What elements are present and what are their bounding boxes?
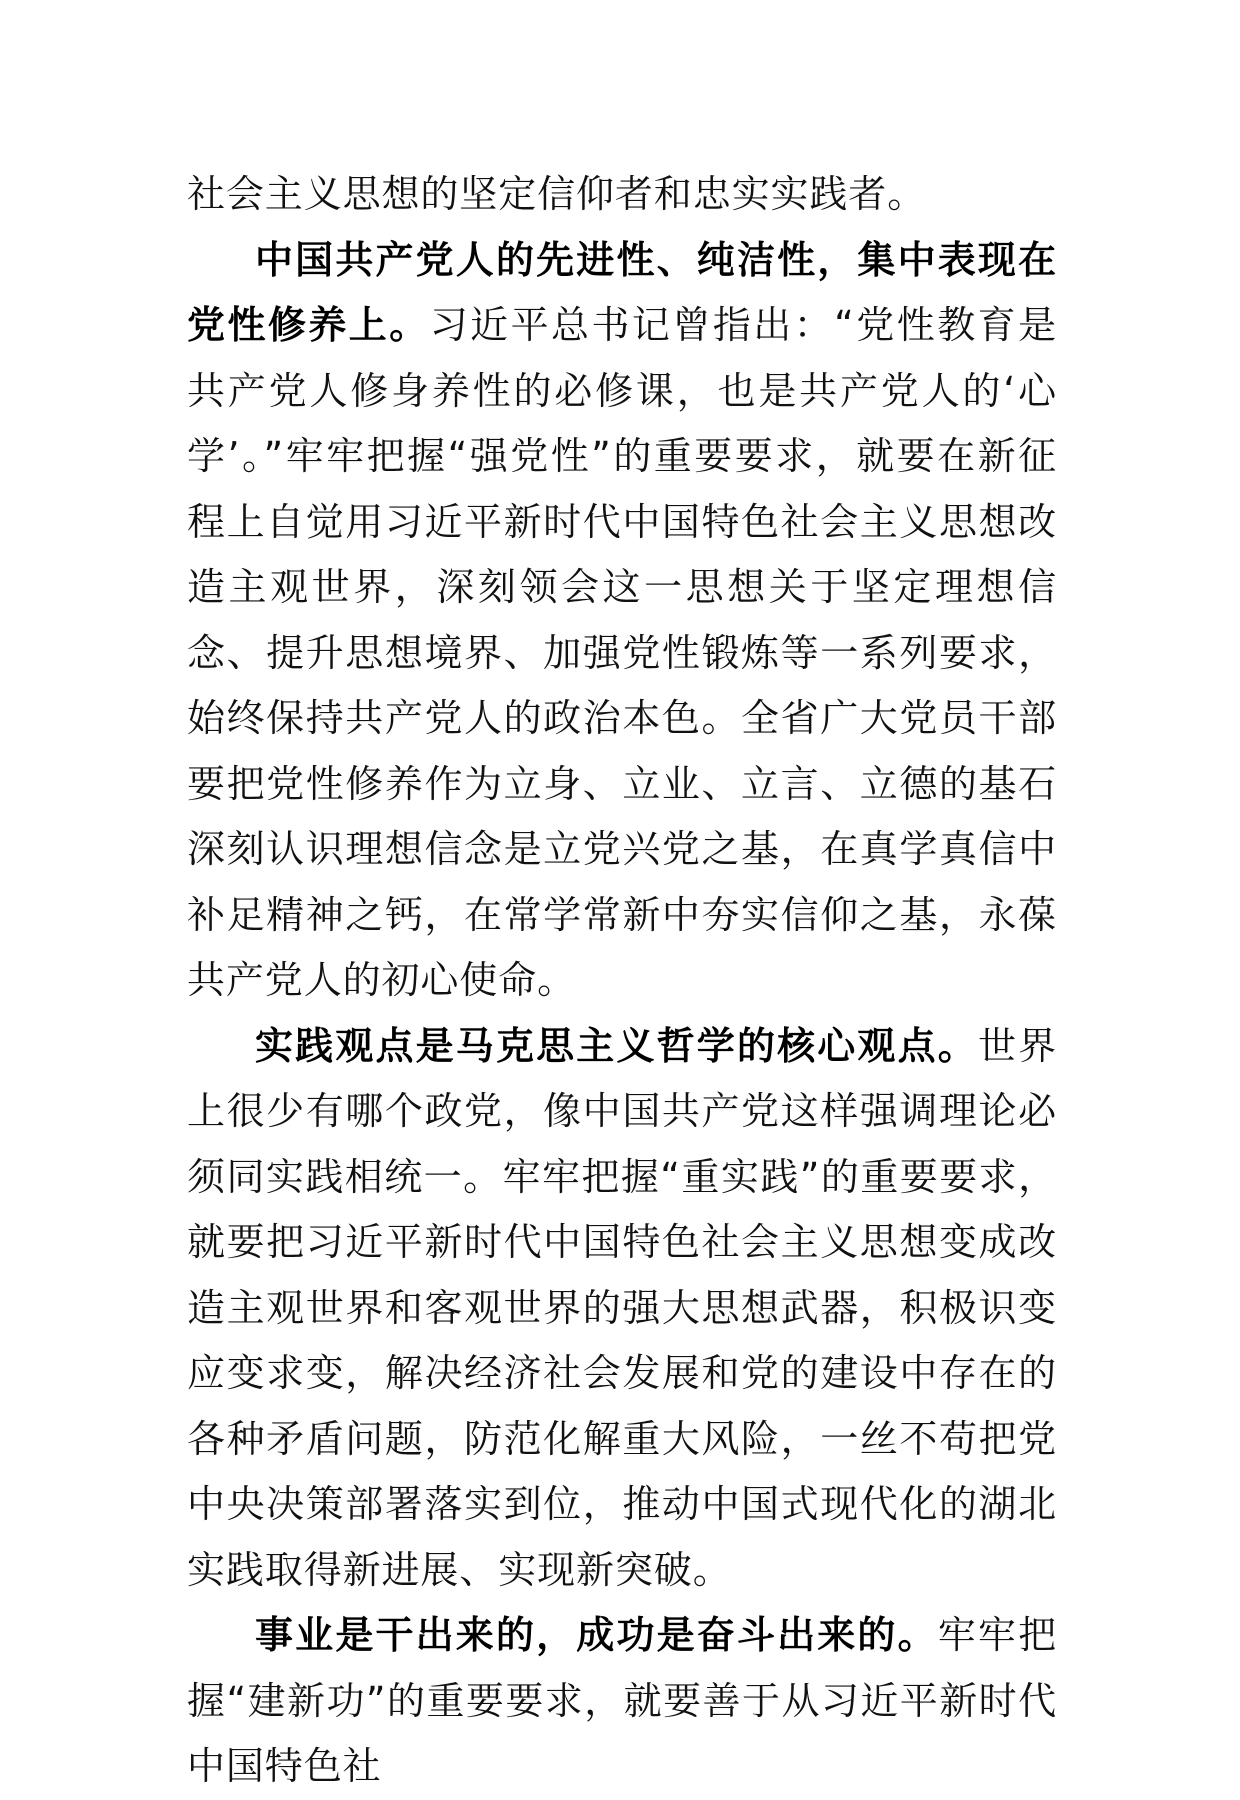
document-body [187,162,1057,1800]
paragraph-3-lead: 实践观点是马克思主义哲学的核心观点。 [255,1023,978,1068]
paragraph-3-body: 世界上很少有哪个政党，像中国共产党这样强调理论必须同实践相统一。牢牢把握“重实践”的重要要求，就要把习近平新时代中国特色社会主义思想变成改造主观世界和客观世界的强大思想武器，积极识变应变求变，解决经济社会发展和党的建设中存在的各种矛盾问题，防范化解重大风险，一丝不苟把党中央决策部署落实到位，推动中国式现代化的湖北实践取得新进展、实现新突破。 [187,1023,1058,1592]
paragraph-4-lead: 事业是干出来的，成功是奋斗出来的。 [255,1613,938,1657]
paragraph-2-body: 习近平总书记曾指出：“党性教育是共产党人修身养性的必修课，也是共产党人的‘心学’。”牢牢把握“强党性”的重要要求，就要在新征程上自觉用习近平新时代中国特色社会主义思想改造主观世界，深刻领会这一思想关于坚定理想信念、提升思想境界、加强党性锻炼等一系列要求，始终保持共产党人的政治本色。全省广大党员干部要把党性修养作为立身、立业、立言、立德的基石深刻认识理想信念是立党兴党之基，在真学真信中补足精神之钙，在常学常新中夯实信仰之基，永葆共产党人的初心使命。 [187,303,1057,1002]
paragraph-3 [187,1014,1057,1604]
paragraph-1 [187,162,1057,228]
paragraph-4 [187,1603,1057,1800]
paragraph-2 [187,228,1057,1014]
paragraph-4-body: 牢牢把握“建新功”的重要要求，就要善于从习近平新时代中国特色社 [187,1613,1057,1788]
paragraph-2-lead: 中国共产党人的先进性、纯洁性，集中表现在党性修养上。 [187,237,1057,347]
paragraph-1-body: 社会主义思想的坚定信仰者和忠实实践者。 [187,172,927,216]
